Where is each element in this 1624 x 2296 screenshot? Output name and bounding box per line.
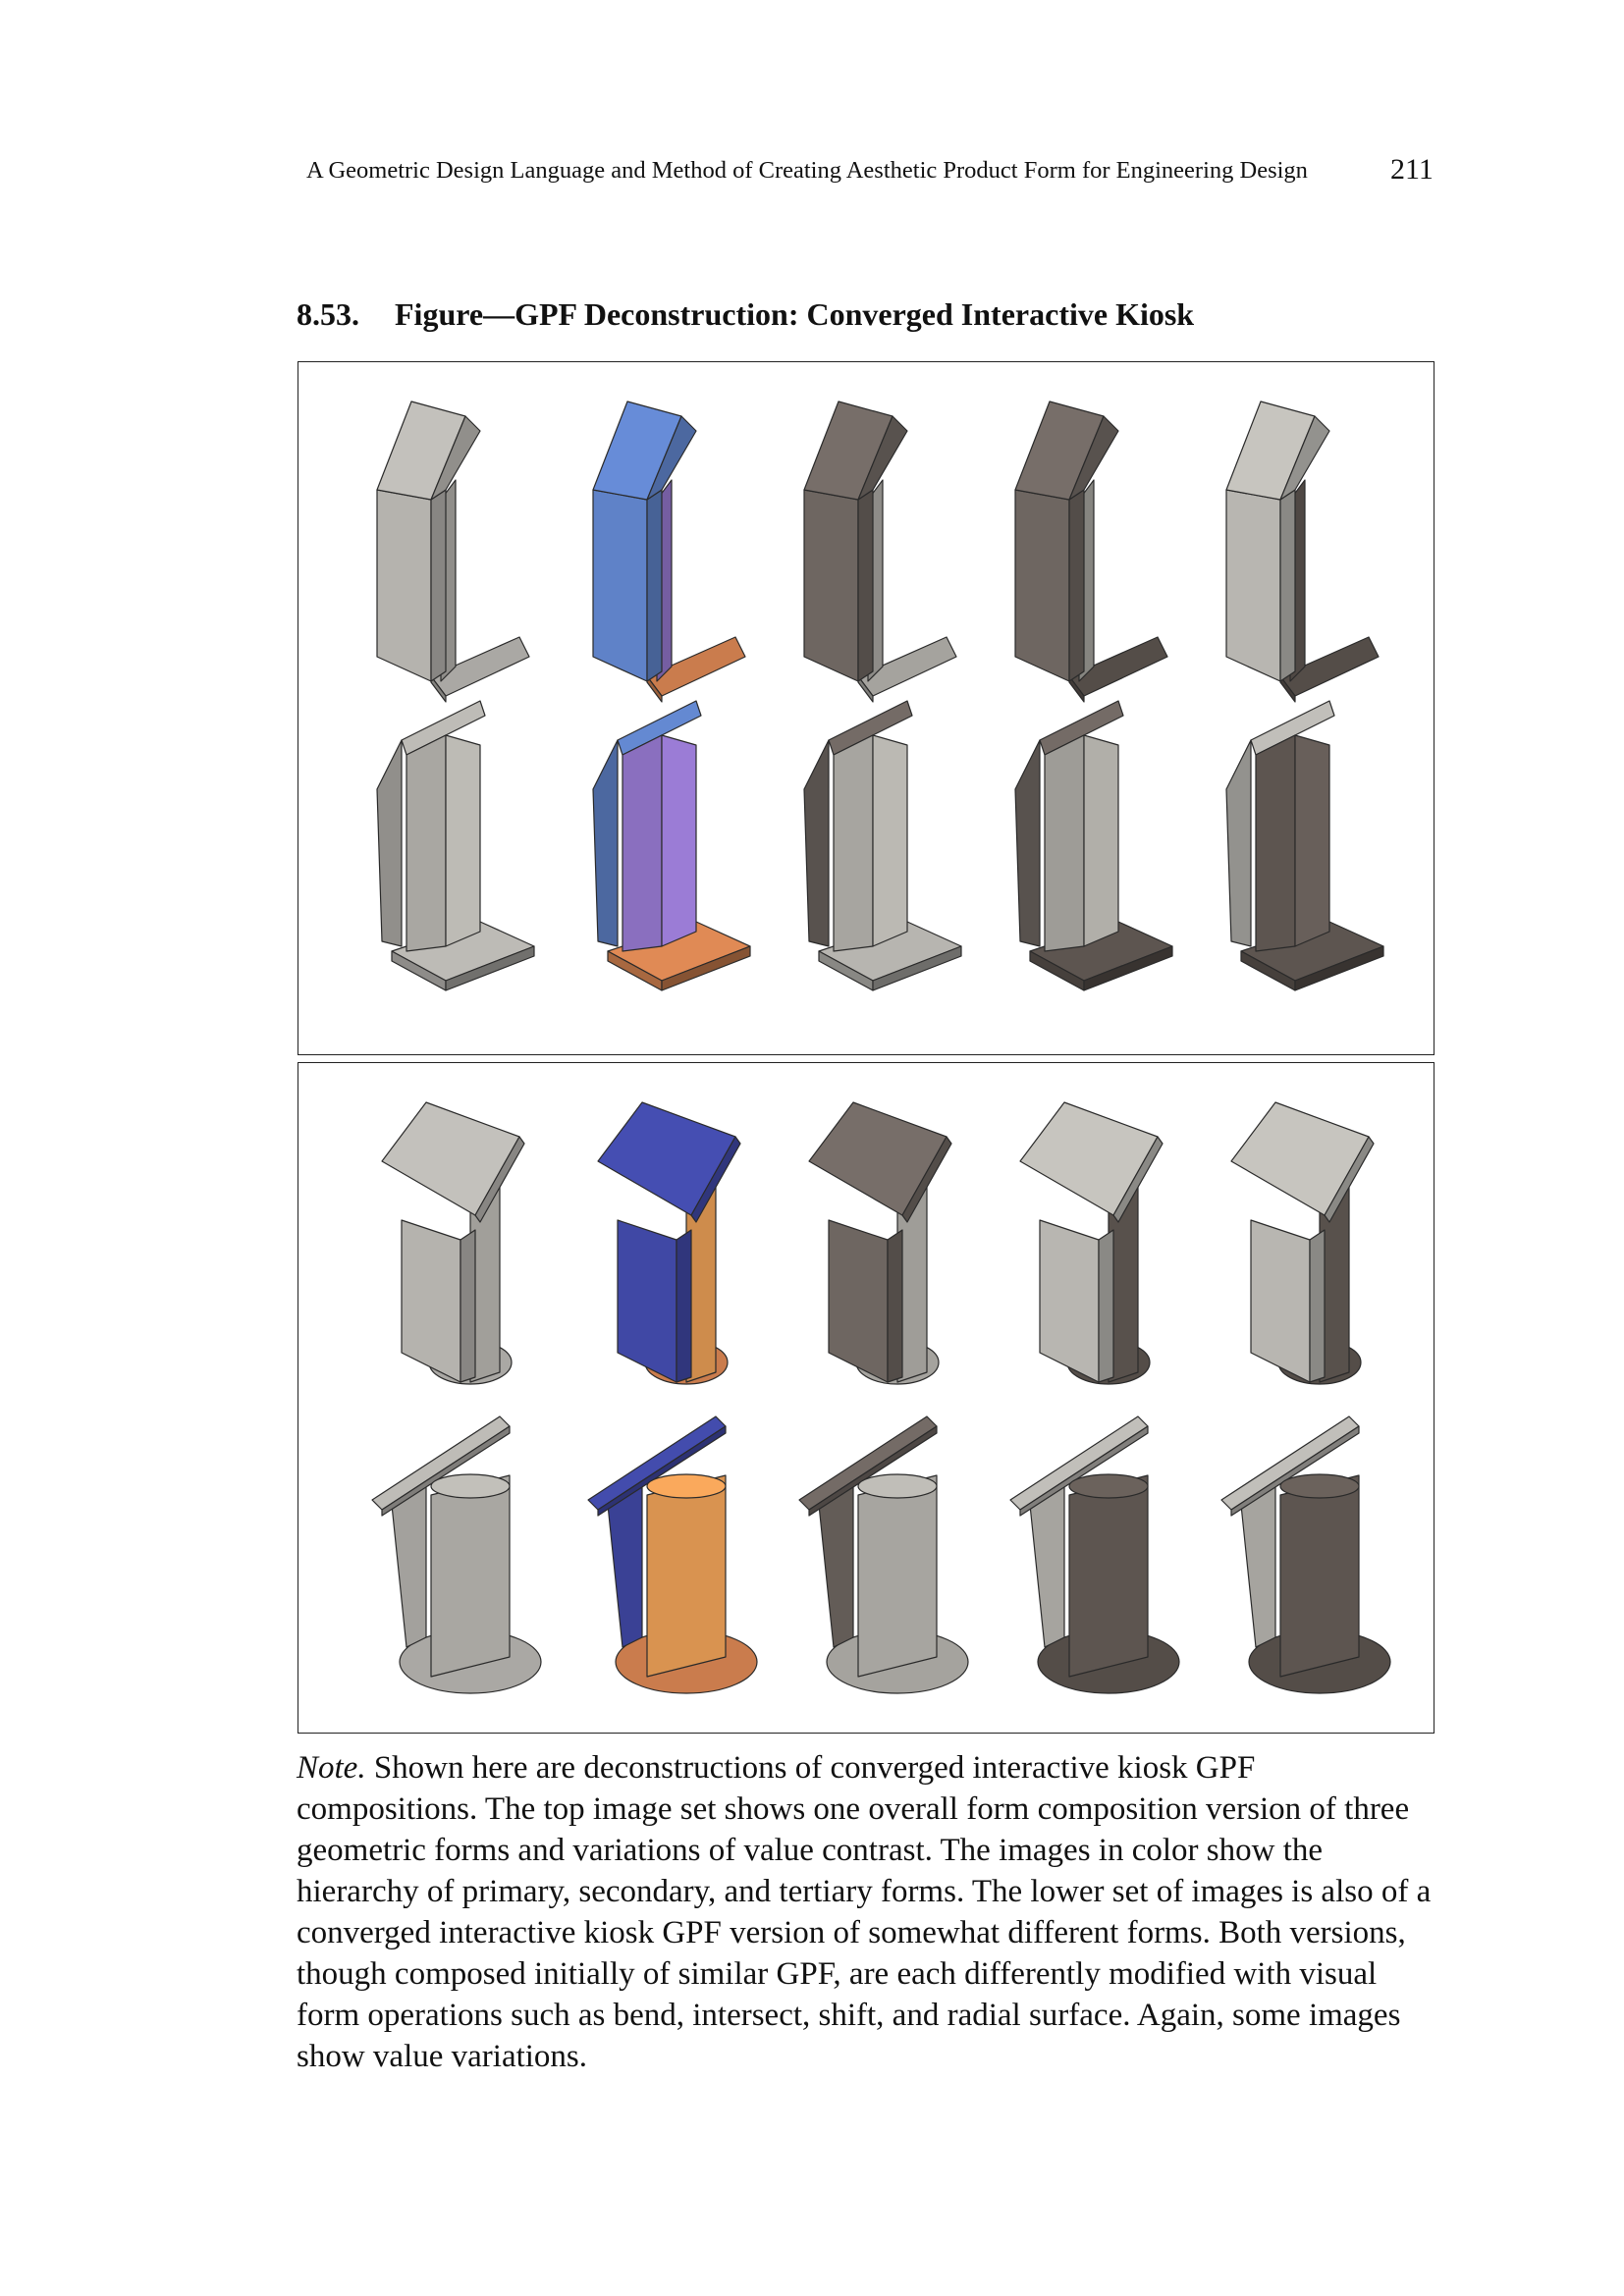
kiosk-rendering: [1226, 401, 1379, 702]
bottom-image-set-renderings: [298, 1063, 1433, 1732]
kiosk-column-right: [873, 735, 907, 946]
kiosk-panel-edge: [377, 740, 402, 946]
kiosk-body-front: [377, 490, 431, 681]
kiosk-column-right: [446, 735, 480, 946]
kiosk-rendering: [377, 401, 529, 702]
top-image-set-renderings: [298, 362, 1433, 1053]
kiosk-body-side: [1069, 490, 1084, 681]
kiosk-body-side: [460, 1230, 475, 1382]
figure-note: [297, 1747, 1440, 2077]
top-image-set: [298, 361, 1435, 1055]
kiosk-body-side: [1310, 1230, 1325, 1382]
note-label: Note.: [297, 1750, 366, 1786]
kiosk-cylinder-top: [647, 1474, 726, 1498]
kiosk-body-front: [1226, 490, 1280, 681]
kiosk-cylinder-body: [647, 1475, 726, 1677]
kiosk-column-left: [834, 735, 873, 951]
kiosk-panel-edge: [593, 740, 618, 946]
kiosk-rendering: [804, 701, 961, 990]
figure-title-text: Figure—GPF Deconstruction: Converged Interactive Kiosk: [395, 296, 1195, 332]
figure-number: 8.53.: [297, 296, 359, 332]
kiosk-rendering: [804, 401, 956, 702]
note-text: Shown here are deconstructions of converged interactive kiosk GPF compositions. The top image set shows one overall form composition version of three geometric forms and variations of value contrast. The images in color show the hierarchy of primary, secondary, and tertiary forms. The lower set of images is also of a converged interactive kiosk GPF version of somewhat different forms. Both versions, though composed initially of similar GPF, are each differently modified with visual form operations such as bend, intersect, shift, and radial surface. Again, some images show value variations.: [297, 1750, 1432, 2074]
kiosk-rendering: [1015, 701, 1172, 990]
kiosk-column-left: [406, 735, 446, 951]
kiosk-body-side: [431, 490, 446, 681]
kiosk-panel-edge: [1226, 740, 1251, 946]
figure-title: [297, 296, 1194, 333]
kiosk-cylinder-body: [1280, 1475, 1359, 1677]
kiosk-cylinder-top: [1280, 1474, 1359, 1498]
kiosk-cylinder-body: [431, 1475, 510, 1677]
kiosk-cylinder-top: [858, 1474, 937, 1498]
kiosk-body-front: [804, 490, 858, 681]
kiosk-rendering: [593, 401, 745, 702]
kiosk-body-side: [858, 490, 873, 681]
kiosk-body-side: [1099, 1230, 1113, 1382]
kiosk-rendering: [598, 1102, 740, 1384]
kiosk-rendering: [1226, 701, 1383, 990]
kiosk-rendering: [1020, 1102, 1163, 1384]
kiosk-cylinder-body: [1069, 1475, 1148, 1677]
kiosk-rendering: [809, 1102, 951, 1384]
kiosk-column-right: [1295, 735, 1329, 946]
kiosk-rendering: [372, 1416, 541, 1693]
kiosk-body-front: [593, 490, 647, 681]
kiosk-body-front: [1015, 490, 1069, 681]
kiosk-rendering: [382, 1102, 524, 1384]
kiosk-column-right: [662, 735, 696, 946]
kiosk-cylinder-body: [858, 1475, 937, 1677]
kiosk-body-front: [829, 1220, 888, 1382]
kiosk-rendering: [1221, 1416, 1390, 1693]
kiosk-body-front: [618, 1220, 677, 1382]
kiosk-panel-edge: [1015, 740, 1040, 946]
kiosk-body-front: [402, 1220, 460, 1382]
kiosk-body-front: [1251, 1220, 1310, 1382]
kiosk-panel-edge: [804, 740, 829, 946]
kiosk-column-left: [1045, 735, 1084, 951]
kiosk-body-front: [1040, 1220, 1099, 1382]
kiosk-body-side: [647, 490, 662, 681]
kiosk-rendering: [799, 1416, 968, 1693]
kiosk-column-left: [1256, 735, 1295, 951]
kiosk-rendering: [588, 1416, 757, 1693]
kiosk-body-side: [677, 1230, 691, 1382]
kiosk-body-side: [888, 1230, 902, 1382]
kiosk-rendering: [593, 701, 750, 990]
running-head: A Geometric Design Language and Method of Creating Aesthetic Product Form for Engineering Design: [306, 157, 1308, 184]
kiosk-rendering: [1010, 1416, 1179, 1693]
kiosk-body-side: [1280, 490, 1295, 681]
kiosk-rendering: [1015, 401, 1167, 702]
kiosk-rendering: [1231, 1102, 1374, 1384]
page-number: 211: [1390, 153, 1434, 186]
kiosk-rendering: [377, 701, 534, 990]
kiosk-cylinder-top: [1069, 1474, 1148, 1498]
kiosk-cylinder-top: [431, 1474, 510, 1498]
kiosk-column-right: [1084, 735, 1118, 946]
bottom-image-set: [298, 1062, 1435, 1734]
kiosk-column-left: [623, 735, 662, 951]
